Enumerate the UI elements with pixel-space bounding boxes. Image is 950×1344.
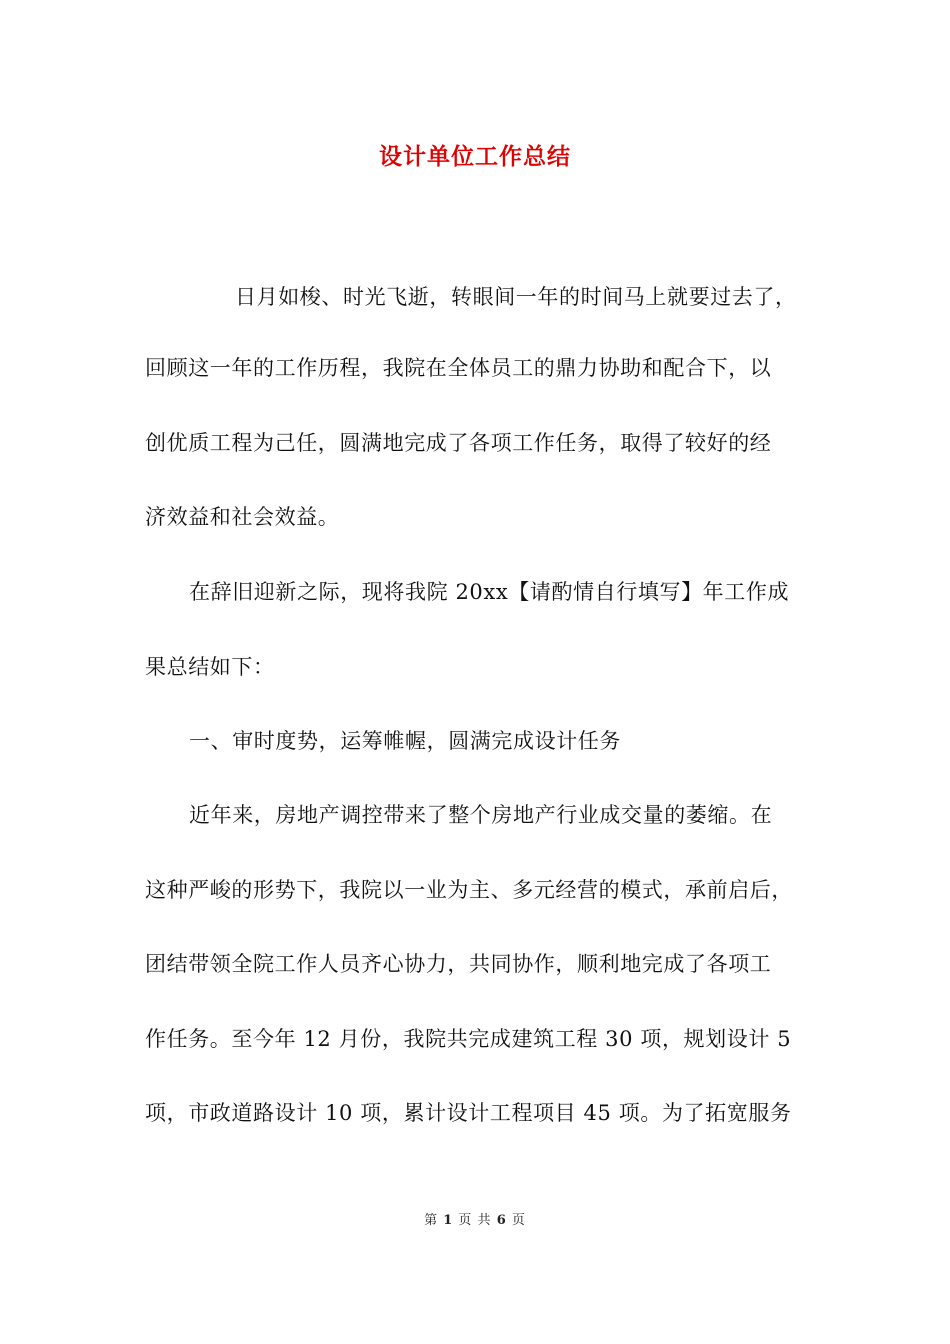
footer-prefix: 第 [424, 1213, 439, 1228]
paragraph-line: 济效益和社会效益。 [145, 505, 340, 529]
paragraph-line: 作任务。至今年 12 月份，我院共完成建筑工程 30 项，规划设计 5 [145, 1027, 792, 1051]
document-title: 设计单位工作总结 [379, 143, 571, 170]
footer-mid: 页 共 [458, 1213, 492, 1228]
paragraph-line: 回顾这一年的工作历程，我院在全体员工的鼎力协助和配合下，以 [145, 356, 772, 380]
page-footer [0, 1209, 950, 1228]
paragraph-line: 在辞旧迎新之际，现将我院 20xx【请酌情自行填写】年工作成 [189, 580, 790, 604]
paragraph-line: 日月如梭、时光飞逝，转眼间一年的时间马上就要过去了， [235, 285, 797, 309]
paragraph-line: 项，市政道路设计 10 项，累计设计工程项目 45 项。为了拓宽服务 [145, 1101, 792, 1125]
paragraph-line: 创优质工程为己任，圆满地完成了各项工作任务，取得了较好的经 [145, 431, 772, 455]
current-page-number: 1 [443, 1213, 454, 1228]
footer-suffix: 页 [511, 1213, 526, 1228]
paragraph-line: 团结带领全院工作人员齐心协力，共同协作，顺利地完成了各项工 [145, 952, 772, 976]
section-heading: 一、审时度势，运筹帷幄，圆满完成设计任务 [189, 729, 621, 753]
paragraph-line: 近年来，房地产调控带来了整个房地产行业成交量的萎缩。在 [189, 803, 773, 827]
total-pages-number: 6 [496, 1213, 507, 1228]
paragraph-line: 果总结如下： [145, 655, 275, 679]
paragraph-line: 这种严峻的形势下，我院以一业为主、多元经营的模式，承前启后， [145, 878, 793, 902]
